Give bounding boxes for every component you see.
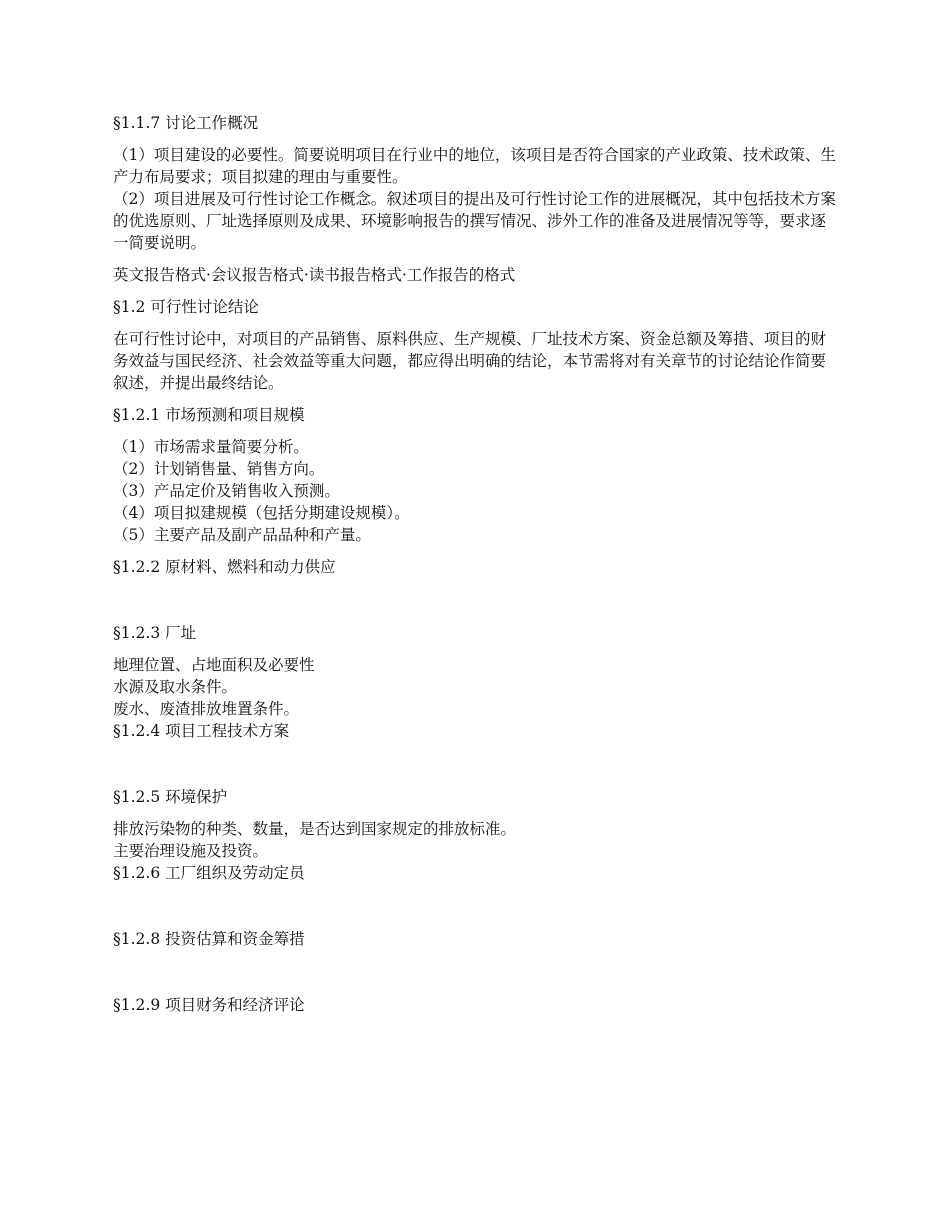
- section-heading-1-2-3: §1.2.3 厂址: [113, 624, 197, 642]
- list-item: 地理位置、占地面积及必要性: [113, 656, 315, 674]
- list-item: （5）主要产品及副产品品种和产量。: [113, 526, 371, 544]
- blank-space: [113, 588, 841, 622]
- section-heading-1-2: §1.2 可行性讨论结论: [113, 298, 259, 316]
- paragraph-necessity: （1）项目建设的必要性。简要说明项目在行业中的地位，该项目是否符合国家的产业政策、技术政策、生产力布局要求；项目拟建的理由与重要性。: [113, 146, 836, 186]
- blank-space: [113, 752, 841, 786]
- list-item: 主要治理设施及投资。: [113, 842, 269, 860]
- section-heading-1-2-4: §1.2.4 项目工程技术方案: [113, 722, 290, 740]
- section-heading-1-2-9: §1.2.9 项目财务和经济评论: [113, 996, 305, 1014]
- blank-space: [113, 960, 841, 994]
- section-1-2-body: 在可行性讨论中，对项目的产品销售、原料供应、生产规模、厂址技术方案、资金总额及筹措、项目的财务效益与国民经济、社会效益等重大问题，都应得出明确的结论，本节需将对有关章节的讨论结论作简要叙述，并提出最终结论。: [113, 330, 827, 392]
- section-heading-1-2-5: §1.2.5 环境保护: [113, 788, 228, 806]
- list-item: 废水、废渣排放堆置条件。: [113, 700, 300, 718]
- section-1-2-5-list: [113, 818, 841, 884]
- list-item: （3）产品定价及销售收入预测。: [113, 482, 340, 500]
- list-item: （1）市场需求量简要分析。: [113, 438, 309, 456]
- section-heading-1-2-1: §1.2.1 市场预测和项目规模: [113, 406, 305, 424]
- section-heading-1-2-6: §1.2.6 工厂组织及劳动定员: [113, 864, 305, 882]
- report-formats-line: 英文报告格式·会议报告格式·读书报告格式·工作报告的格式: [113, 266, 516, 284]
- list-item: （2）计划销售量、销售方向。: [113, 460, 325, 478]
- section-1-1-7-body: [113, 144, 841, 254]
- paragraph-progress: （2）项目进展及可行性讨论工作概念。叙述项目的提出及可行性讨论工作的进展概况，其中包括技术方案的优选原则、厂址选择原则及成果、环境影响报告的撰写情况、涉外工作的准备及进展情况等等，要求逐一简要说明。: [113, 190, 836, 252]
- section-heading-1-1-7: §1.1.7 讨论工作概况: [113, 114, 259, 132]
- section-heading-1-2-8: §1.2.8 投资估算和资金筹措: [113, 930, 305, 948]
- section-1-2-3-list: [113, 654, 841, 742]
- list-item: （4）项目拟建规模（包括分期建设规模）。: [113, 504, 410, 522]
- list-item: 排放污染物的种类、数量，是否达到国家规定的排放标准。: [113, 820, 517, 838]
- section-heading-1-2-2: §1.2.2 原材料、燃料和动力供应: [113, 558, 336, 576]
- document-page: [113, 112, 841, 1026]
- list-item: 水源及取水条件。: [113, 678, 238, 696]
- section-1-2-1-list: [113, 436, 841, 546]
- blank-space: [113, 894, 841, 928]
